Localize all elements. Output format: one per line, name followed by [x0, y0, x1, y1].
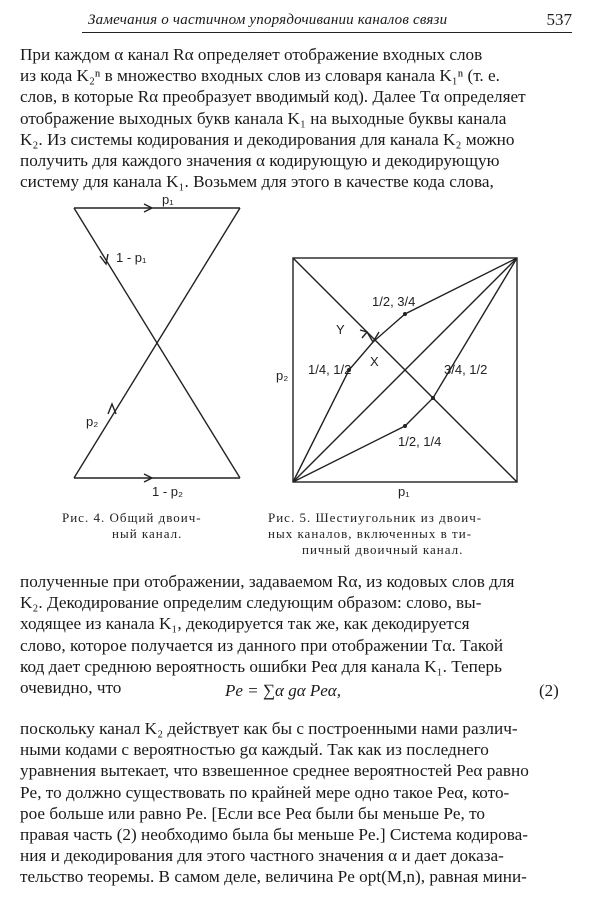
text-line: из кода K₂ⁿ в множество входных слов из словаря канала K₁ⁿ (т. е.: [20, 66, 500, 86]
fig4-label-lower-left: p₂: [86, 414, 99, 429]
fig5-point-label: 1/2, 1/4: [398, 434, 442, 449]
text-line: тельство теоремы. В самом деле, величина Pe opt(M,n), равная мини-: [20, 867, 527, 887]
text-line: полученные при отображении, задаваемом Rα, из кодовых слов для: [20, 572, 515, 591]
text-line: отображение выходных букв канала K₁ на выходные буквы канала: [20, 108, 507, 128]
text-line: рое больше или равно Pe. [Если все Peα были бы меньше Pe, то: [20, 803, 485, 823]
fig5-point: [403, 312, 407, 316]
fig5-label-x: X: [370, 354, 379, 369]
caption-line: ных каналов, включенных в ти-: [268, 526, 473, 541]
text-line: систему для канала K₁. Возьмем для этого в качестве кода слова,: [20, 172, 494, 192]
fig4-label-bottom: 1 - p₂: [152, 484, 184, 499]
caption-line: ный канал.: [112, 526, 183, 541]
fig5-arrow-y: [360, 330, 367, 338]
fig4-label-top: p₁: [162, 192, 174, 207]
text-line: ния и декодирования для этого частного значения α и дает доказа-: [20, 846, 504, 866]
paragraph-bottom-2: [20, 718, 568, 888]
fig5-label-left: p₂: [276, 368, 289, 383]
fig5-point-label: 1/4, 1/2: [308, 362, 352, 377]
fig5-point-label: 1/2, 3/4: [372, 294, 416, 309]
text-line: код дает среднюю вероятность ошибки Peα для канала K₁. Теперь: [20, 656, 502, 676]
paragraph-top: [20, 44, 568, 192]
text-line: поскольку канал K₂ действует как бы с построенными нами различ-: [20, 719, 518, 738]
text-line: Pe, то должно существовать по крайней мере одно такое Peα, кото-: [20, 782, 510, 802]
figures-area: [0, 190, 600, 560]
figure5-caption: [268, 510, 482, 558]
text-line: получить для каждого значения α кодирующую и декодирующую: [20, 151, 500, 171]
figures-svg: [0, 190, 600, 560]
caption-line: Рис. 5. Шестиугольник из двоич-: [268, 510, 483, 525]
text-line: уравнения вытекает, что взвешенное среднее вероятностей Peα равно: [20, 761, 529, 781]
figure4-caption: [62, 510, 202, 542]
text-line: ными кодами с вероятностью gα каждый. Так как из последнего: [20, 740, 489, 760]
figure4-diagram: [74, 204, 240, 482]
fig5-point-label: 3/4, 1/2: [444, 362, 488, 377]
paragraph-bottom-1: [20, 571, 568, 698]
text-line: слово, которое получается из данного при отображении Tα. Такой: [20, 635, 504, 655]
fig5-point: [431, 396, 435, 400]
fig5-label-y: Y: [336, 322, 345, 337]
running-title: Замечания о частичном упорядочивании каналов связи: [88, 12, 448, 28]
equation-number: (2): [539, 681, 559, 700]
text-line: слов, в которые Rα преобразует вводимый код). Далее Tα определяет: [20, 87, 526, 107]
text-line: очевидно, что: [20, 678, 122, 698]
page-number: 537: [546, 10, 572, 29]
text-line: При каждом α канал Rα определяет отображение входных слов: [20, 45, 483, 64]
fig5-label-bottom: p₁: [398, 484, 410, 499]
equation: Pe = ∑α gα Peα,: [225, 681, 341, 700]
fig4-label-upper-left: 1 - p₁: [116, 250, 147, 265]
text-line: ходящее из канала K₁, декодируется так же, как декодируется: [20, 614, 470, 634]
caption-line: Рис. 4. Общий двоич-: [62, 510, 202, 525]
fig5-point: [403, 424, 407, 428]
text-line: правая часть (2) необходимо была бы меньше Pe.] Система кодирова-: [20, 825, 528, 845]
caption-line: пичный двоичный канал.: [302, 542, 464, 557]
running-header: [82, 10, 572, 33]
fig4-arrow-lower: [108, 404, 116, 414]
text-line: K₂. Из системы кодирования и декодирования для канала K₂ можно: [20, 129, 515, 149]
text-line: K₂. Декодирование определим следующим образом: слово, вы-: [20, 593, 482, 613]
